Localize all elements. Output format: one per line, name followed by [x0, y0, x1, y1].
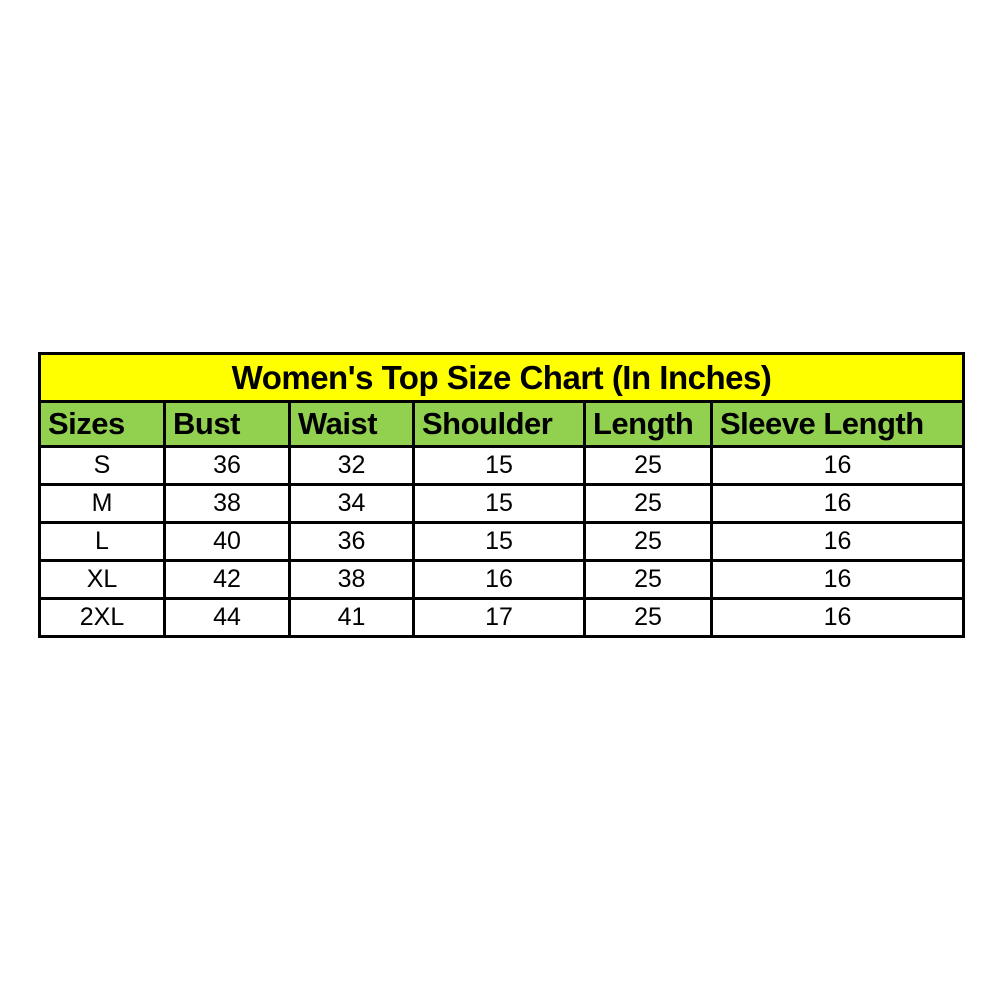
- cell-l-bust: 40: [165, 523, 290, 561]
- cell-m-sleeve: 16: [712, 485, 964, 523]
- cell-xl-waist: 38: [290, 561, 414, 599]
- cell-size-2xl: 2XL: [40, 599, 165, 637]
- cell-l-sleeve: 16: [712, 523, 964, 561]
- cell-xl-sleeve: 16: [712, 561, 964, 599]
- size-chart-table: [38, 352, 965, 638]
- column-header-row: [40, 402, 964, 447]
- cell-s-bust: 36: [165, 447, 290, 485]
- cell-s-waist: 32: [290, 447, 414, 485]
- cell-2xl-sleeve: 16: [712, 599, 964, 637]
- cell-l-shoulder: 15: [414, 523, 585, 561]
- column-header-sizes: Sizes: [40, 402, 165, 447]
- cell-m-bust: 38: [165, 485, 290, 523]
- cell-l-waist: 36: [290, 523, 414, 561]
- column-header-sleeve-length: Sleeve Length: [712, 402, 964, 447]
- cell-l-length: 25: [585, 523, 712, 561]
- cell-size-s: S: [40, 447, 165, 485]
- cell-m-waist: 34: [290, 485, 414, 523]
- column-header-length: Length: [585, 402, 712, 447]
- table-row-s: [40, 447, 964, 485]
- cell-s-length: 25: [585, 447, 712, 485]
- table-row-m: [40, 485, 964, 523]
- cell-m-shoulder: 15: [414, 485, 585, 523]
- cell-size-l: L: [40, 523, 165, 561]
- cell-s-sleeve: 16: [712, 447, 964, 485]
- cell-2xl-bust: 44: [165, 599, 290, 637]
- title-row: [40, 354, 964, 402]
- table-title: Women's Top Size Chart (In Inches): [40, 354, 964, 402]
- table-row-l: [40, 523, 964, 561]
- cell-m-length: 25: [585, 485, 712, 523]
- column-header-bust: Bust: [165, 402, 290, 447]
- cell-2xl-shoulder: 17: [414, 599, 585, 637]
- table-row-2xl: [40, 599, 964, 637]
- column-header-shoulder: Shoulder: [414, 402, 585, 447]
- cell-2xl-waist: 41: [290, 599, 414, 637]
- cell-size-m: M: [40, 485, 165, 523]
- cell-size-xl: XL: [40, 561, 165, 599]
- cell-xl-shoulder: 16: [414, 561, 585, 599]
- cell-s-shoulder: 15: [414, 447, 585, 485]
- column-header-waist: Waist: [290, 402, 414, 447]
- cell-xl-length: 25: [585, 561, 712, 599]
- table-row-xl: [40, 561, 964, 599]
- cell-2xl-length: 25: [585, 599, 712, 637]
- cell-xl-bust: 42: [165, 561, 290, 599]
